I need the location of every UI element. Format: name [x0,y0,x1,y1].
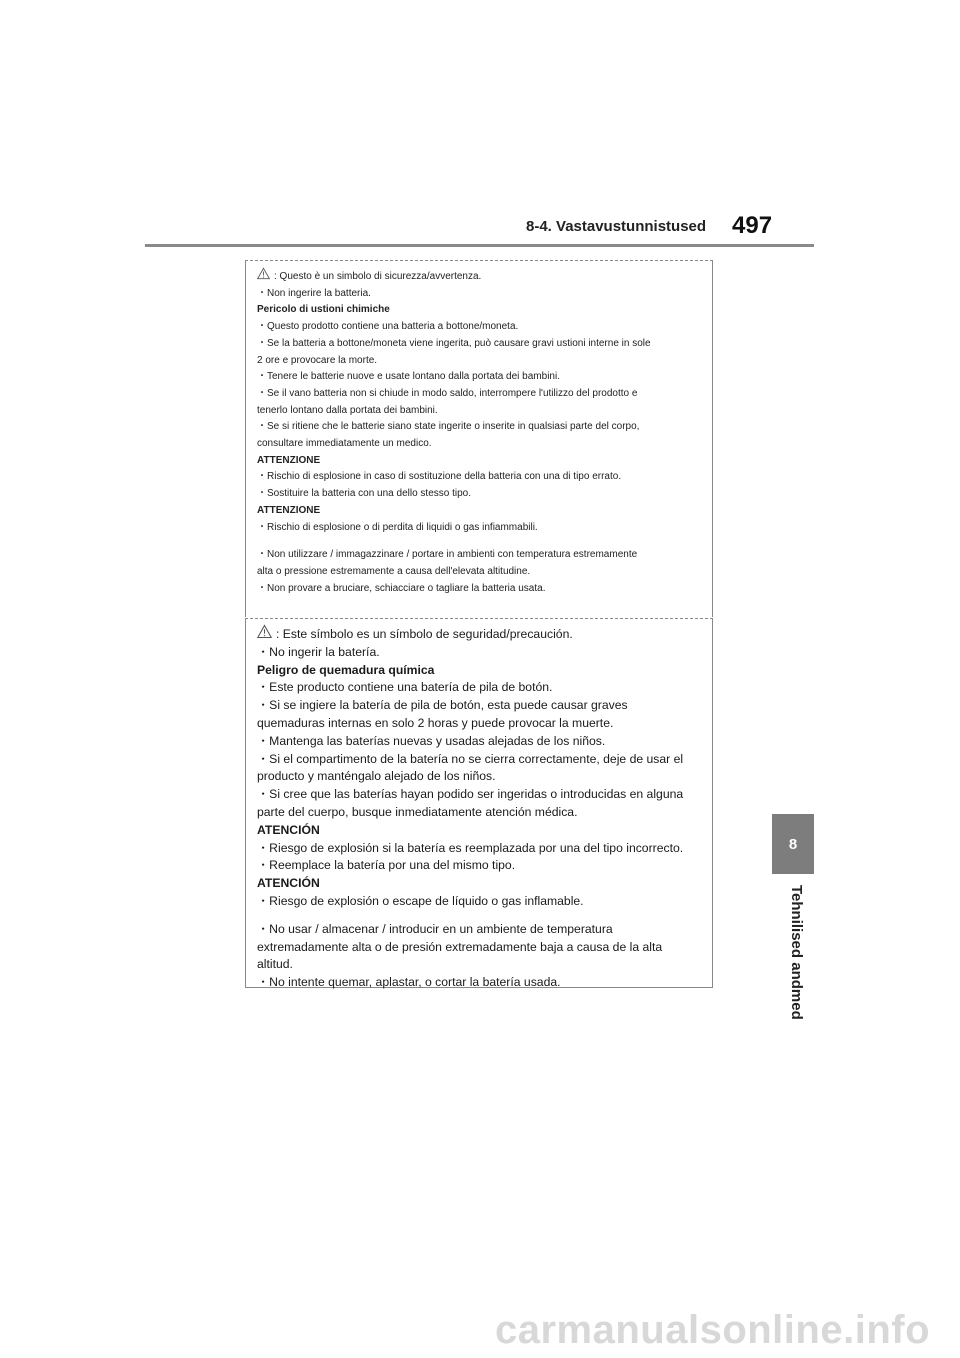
warning-line [257,840,708,858]
warning-text: producto y manténgalo alejado de los niños. [257,769,496,784]
warning-triangle-icon [257,267,270,280]
chapter-label: Tehnilised andmed [788,884,805,1020]
warning-line [257,804,708,822]
warning-text: ATENCIÓN [257,876,320,891]
warning-line [257,386,708,403]
paragraph-gap [257,536,708,547]
warning-text: Pericolo di ustioni chimiche [257,304,390,316]
warning-line [257,581,708,598]
warning-text: ・Questo prodotto contiene una batteria a bottone/moneta. [257,321,519,333]
warning-text: ・Non ingerire la batteria. [257,287,371,299]
header-divider [145,244,814,247]
chapter-tab [772,814,814,874]
warning-text: ・Riesgo de explosión si la batería es reemplazada por una del tipo incorrecto. [257,840,684,855]
warning-line [257,893,708,911]
warning-text: ・Rischio di esplosione o di perdita di liquidi o gas infiammabili. [257,521,538,533]
warning-line [257,336,708,353]
warning-line [257,403,708,420]
warning-text: ・Non provare a bruciare, schiacciare o tagliare la batteria usata. [257,582,546,594]
warning-text: tenerlo lontano dalla portata dei bambini. [257,404,438,416]
warning-text: ・Riesgo de explosión o escape de líquido o gas inflamable. [257,893,584,908]
paragraph-gap [257,911,708,921]
warning-text: : Questo è un simbolo di sicurezza/avvertenza. [274,271,482,282]
warning-text: alta o pressione estremamente a causa dell'elevata altitudine. [257,565,531,577]
warning-line [257,520,708,537]
warning-line [257,715,708,733]
warning-line [257,644,708,662]
warning-line [257,697,708,715]
warning-text: ・Se si ritiene che le batterie siano state ingerite o inserite in qualsiasi parte del corpo, [257,421,640,433]
warning-heading [257,662,708,680]
warning-line [257,436,708,453]
warning-text: ・Mantenga las baterías nuevas y usadas alejadas de los niños. [257,733,606,748]
warning-line [257,786,708,804]
warning-text: ・Reemplace la batería por una del mismo tipo. [257,858,516,873]
warning-text: ATENCIÓN [257,822,320,837]
warning-line [257,956,708,974]
warning-text: quemaduras internas en solo 2 horas y puede provocar la muerte. [257,715,614,730]
warning-text: ・Si se ingiere la batería de pila de botón, esta puede causar graves [257,698,628,713]
warning-line [257,564,708,581]
warning-text: ATTENZIONE [257,454,321,466]
chapter-number: 8 [788,835,798,853]
warning-text: ・Tenere le batterie nuove e usate lontano dalla portata dei bambini. [257,371,560,383]
watermark: carmanualsonline.info [494,1308,930,1352]
warning-heading [257,875,708,893]
warning-heading [257,302,708,319]
warning-line [257,939,708,957]
page-number: 497 [732,212,773,239]
warning-text: Peligro de quemadura química [257,662,435,677]
warning-text: ・Sostituire la batteria con una dello stesso tipo. [257,488,472,500]
warning-line [257,547,708,564]
warning-text: ATTENZIONE [257,504,321,516]
warning-line [257,319,708,336]
warning-line [257,974,708,992]
warning-text: 2 ore e provocare la morte. [257,354,378,366]
warning-line [257,486,708,503]
section-title: 8-4. Vastavustunnistused [526,218,707,235]
warning-text: ・Este producto contiene una batería de pila de botón. [257,680,553,695]
warning-line [257,857,708,875]
warning-text: extremadamente alta o de presión extremadamente baja a causa de la alta [257,939,663,954]
warning-text: ・Si el compartimento de la batería no se cierra correctamente, deje de usar el [257,751,684,766]
warning-text: ・No intente quemar, aplastar, o cortar la batería usada. [257,975,561,990]
warning-text: : Este símbolo es un símbolo de seguridad/precaución. [276,627,573,641]
warning-text: parte del cuerpo, busque inmediatamente atención médica. [257,804,578,819]
warning-text: ・No usar / almacenar / introducir en un ambiente de temperatura [257,921,613,936]
warning-line [257,679,708,697]
battery-warning-scan [245,260,715,988]
warning-text: ・Se la batteria a bottone/moneta viene ingerita, può causare gravi ustioni interne in sole [257,337,651,349]
warning-triangle-icon [257,624,272,639]
warning-text: ・Si cree que las baterías hayan podido ser ingeridas o introducidas en alguna [257,787,684,802]
warning-heading [257,503,708,520]
warning-heading [257,822,708,840]
warning-line [257,624,708,644]
warning-line [257,768,708,786]
warning-text: ・Se il vano batteria non si chiude in modo saldo, interrompere l'utilizzo del prodotto e [257,387,638,399]
warning-line [257,267,708,286]
italian-warning-panel [245,260,713,617]
warning-line [257,733,708,751]
warning-line [257,469,708,486]
warning-text: ・Non utilizzare / immagazzinare / portare in ambienti con temperatura estremamente [257,549,638,561]
warning-line [257,286,708,303]
warning-line [257,369,708,386]
warning-line [257,921,708,939]
spanish-warning-panel [245,618,713,988]
warning-text: ・No ingerir la batería. [257,644,380,659]
warning-line [257,353,708,370]
warning-heading [257,453,708,470]
warning-text: altitud. [257,957,293,972]
warning-text: ・Rischio di esplosione in caso di sostituzione della batteria con una di tipo errato. [257,471,622,483]
warning-line [257,751,708,769]
warning-text: consultare immediatamente un medico. [257,438,432,450]
warning-line [257,419,708,436]
